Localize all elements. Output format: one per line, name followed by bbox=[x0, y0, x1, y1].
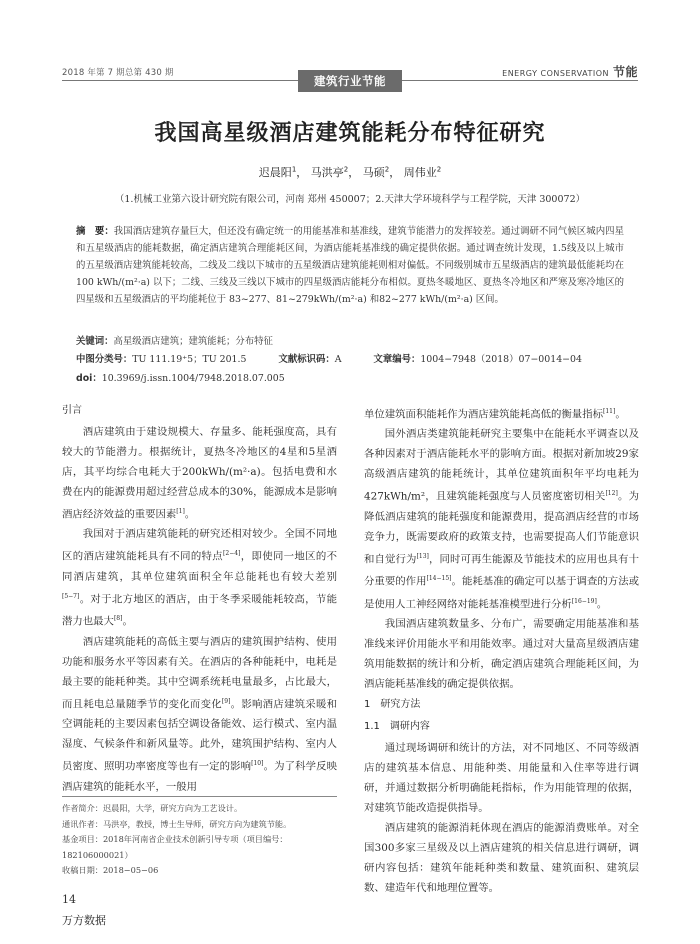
author-separator: ， bbox=[389, 166, 401, 179]
section-heading-intro: 引言 bbox=[62, 405, 82, 416]
citation: [8] bbox=[113, 615, 123, 623]
doi-line bbox=[76, 370, 285, 384]
citation: [2−4] bbox=[223, 550, 241, 558]
subsection-heading-survey: 1.1 调研内容 bbox=[364, 721, 430, 733]
keywords-label: 关键词： bbox=[76, 336, 114, 347]
paragraph bbox=[62, 524, 337, 631]
paragraph: 我国酒店建筑数量多、分布广，需要确定用能基准和基准线来评价用能水平和用能效率。通过对大量高星级酒店建筑用能数据的统计和分析，确定酒店建筑合理能耗区间，为酒店能耗基准线的确定提供依据。 bbox=[364, 618, 639, 691]
paragraph-text: 。对于北方地区的酒店，由于冬季采暖能耗较高，节能潜力也最大 bbox=[62, 593, 337, 628]
citation: [13] bbox=[416, 552, 429, 560]
paragraph: 酒店建筑的能源消耗体现在酒店的能源消费账单。对全国300多家三星级及以上酒店建筑的相关信息进行调研，调研内容包括：建筑年能耗种类和数量、建筑面积、建筑层数、建造年代和地理位置等。 bbox=[364, 822, 639, 895]
citation: [5−7] bbox=[62, 592, 80, 600]
paragraph-text: ，同时可再生能源及节能技术的应用也具有十分重要的作用 bbox=[364, 553, 640, 588]
watermark: 万方数据 bbox=[62, 914, 106, 927]
footnote-funding: 基金项目：2018年河南省企业技术创新引导专项（项目编号：182106000021） bbox=[62, 834, 288, 860]
paragraph bbox=[62, 632, 337, 797]
artno-label: 文章编号： bbox=[373, 354, 421, 365]
paragraph-text: 。 bbox=[596, 598, 608, 611]
doi-value: 10.3969/j.issn.1004/7948.2018.07.005 bbox=[101, 373, 285, 384]
author-name: 马硕 bbox=[362, 166, 385, 179]
section-badge: 建筑行业节能 bbox=[298, 70, 402, 92]
doi-label: doi： bbox=[76, 373, 102, 384]
abstract-label: 摘 要： bbox=[76, 226, 114, 237]
paragraph-text: 酒店建筑由于建设规模大、存量多、能耗强度高，具有较大的节能潜力。根据统计，夏热冬冷地区的4星和5星酒店，其平均综合电耗大于200kWh/(m²·a)。包括电费和水费在内的能源费用超过经营总成本的30%，能源成本是影响酒店经济效益的重要因素 bbox=[62, 426, 337, 521]
page-number: 14 bbox=[62, 893, 76, 906]
keywords bbox=[76, 333, 273, 347]
paragraph-text: 。为了科学反映酒店建筑的能耗水平，一般用 bbox=[62, 760, 338, 793]
paragraph-text: 单位建筑面积能耗作为酒店建筑能耗高低的衡量指标 bbox=[364, 408, 603, 421]
affiliations: （1.机械工业第六设计研究院有限公司，河南 郑州 450007；2.天津大学环境科学与工程学院，天津 300072） bbox=[114, 194, 586, 205]
keywords-text: 高星级酒店建筑；建筑能耗；分布特征 bbox=[113, 336, 273, 347]
paragraph bbox=[364, 402, 639, 424]
paragraph-text: 国外酒店类建筑能耗研究主要集中在能耗水平调查以及各种因素对于酒店能耗水平的影响方面。根据对新加坡29家高级酒店建筑的能耗统计，其单位建筑面积年平均电耗为427kWh/m²，且建筑能耗强度与人员密度密切相关 bbox=[364, 428, 639, 503]
paragraph: 通过现场调研和统计的方法，对不同地区、不同等级酒店的建筑基本信息、用能种类、用能量和入住率等进行调研，并通过数据分析明确能耗指标，作为用能管理的依据，对建筑节能改造提供指导。 bbox=[364, 742, 639, 815]
author-affil-mark: 2 bbox=[384, 165, 390, 174]
issue-info: 2018 年第 7 期总第 430 期 bbox=[62, 68, 174, 78]
author-separator: ， bbox=[296, 166, 308, 179]
author-affil-mark: 1 bbox=[291, 165, 297, 174]
classification-line bbox=[76, 351, 582, 365]
journal-name-en: ENERGY CONSERVATION bbox=[502, 69, 609, 78]
citation: [1] bbox=[176, 508, 185, 515]
paragraph bbox=[62, 422, 337, 524]
footnote-author-bio: 作者简介：迟晨阳，大学，研究方向为工艺设计。 bbox=[62, 803, 243, 813]
citation: [9] bbox=[221, 697, 231, 705]
author-list bbox=[0, 164, 700, 180]
footnotes bbox=[62, 801, 337, 879]
clc-value: TU 111.19⁺5；TU 201.5 bbox=[132, 354, 247, 365]
paragraph-text: 。 bbox=[122, 615, 133, 628]
footnote-corresponding: 通讯作者：马洪亭，教授，博士生导师，研究方向为建筑节能。 bbox=[62, 818, 292, 829]
footnote-received: 收稿日期：2018−05−06 bbox=[62, 865, 159, 875]
author-name: 迟晨阳 bbox=[258, 166, 292, 179]
author-affil-mark: 2 bbox=[436, 165, 442, 174]
doccode-label: 文献标识码： bbox=[278, 354, 335, 365]
paragraph-text: 。能耗基准的确定可以基于调查的方法或是使用人工神经网络对能耗基准模型进行分析 bbox=[364, 575, 640, 611]
paragraph-text: 。 bbox=[184, 508, 196, 521]
author-name: 周伟业 bbox=[403, 166, 437, 179]
paragraph-text: ，即使同一地区的不同酒店建筑，其单位建筑面积全年总能耗也有较大差别 bbox=[62, 550, 338, 583]
paragraph-text: 我国对于酒店建筑能耗的研究还相对较少。全国不同地区的酒店建筑能耗具有不同的特点 bbox=[62, 528, 337, 563]
doccode-value: A bbox=[334, 354, 342, 365]
abstract bbox=[76, 223, 624, 308]
clc-label: 中图分类号： bbox=[76, 354, 133, 365]
author-separator: ， bbox=[348, 166, 360, 179]
section-heading-methods: 1 研究方法 bbox=[364, 699, 421, 711]
journal-name bbox=[502, 63, 638, 80]
paragraph bbox=[364, 424, 639, 614]
article-title: 我国高星级酒店建筑能耗分布特征研究 bbox=[154, 121, 546, 146]
paragraph-text: 。 bbox=[615, 408, 626, 421]
right-column bbox=[364, 402, 639, 898]
abstract-text: 我国酒店建筑存量巨大，但还没有确定统一的用能基准和基准线，建筑节能潜力的发挥较差。通过调研不同气候区城内四星和五星级酒店的能耗数据，确定酒店建筑合理能耗区间，为酒店能耗基准线的确定提供依据。通过调查统计发现，1.5线及以上城市的五星级酒店建筑能耗较高，二线及二线以下城市的五星级酒店建筑能耗则相对偏低。不同级别城市五星级酒店的建筑最低能耗均在 100 kWh/(m²·a) 以下；二线、三线及三线以下城市的四星级酒店能耗分布相似。夏热冬暖地区、夏热冬冷地区和严寒及寒冷地区的四星级和五星级酒店的平均能耗位于 83~277、81~279kWh/(m²·a) 和82~277 kWh/(m²·a) 区间。 bbox=[76, 226, 624, 306]
paragraph-text: 酒店建筑能耗的高低主要与酒店的建筑围护结构、使用功能和服务水平等因素有关。在酒店的各种能耗中，电耗是最主要的能耗种类。其中空调系统耗电量最多，占比最大，而且耗电总量随季节的变化而变化 bbox=[62, 635, 337, 711]
citation: [11] bbox=[602, 408, 616, 415]
author-name: 马洪亭 bbox=[310, 166, 344, 179]
footnote-rule bbox=[62, 796, 337, 797]
citation: [10] bbox=[251, 760, 264, 768]
citation: [16−19] bbox=[571, 597, 597, 605]
paragraph-text: 。为降低酒店建筑的能耗强度和能源费用，提高酒店经营的市场竞争力，既需要政府的政策支持，也需要提高人们节能意识和自觉行为 bbox=[364, 490, 639, 566]
paragraph-text: 。影响酒店建筑采暖和空调能耗的主要因素包括空调设备能效、运行模式、室内温湿度、气候条件和新风量等。此外，建筑围护结构、室内人员密度、照明功率密度等也有一定的影响 bbox=[62, 698, 338, 773]
artno-value: 1004−7948（2018）07−0014−04 bbox=[420, 354, 582, 365]
citation: [14−15] bbox=[426, 575, 452, 583]
left-column bbox=[62, 400, 337, 797]
author-affil-mark: 2 bbox=[343, 165, 349, 174]
journal-name-cn: 节能 bbox=[612, 65, 638, 79]
citation: [12] bbox=[605, 490, 618, 498]
